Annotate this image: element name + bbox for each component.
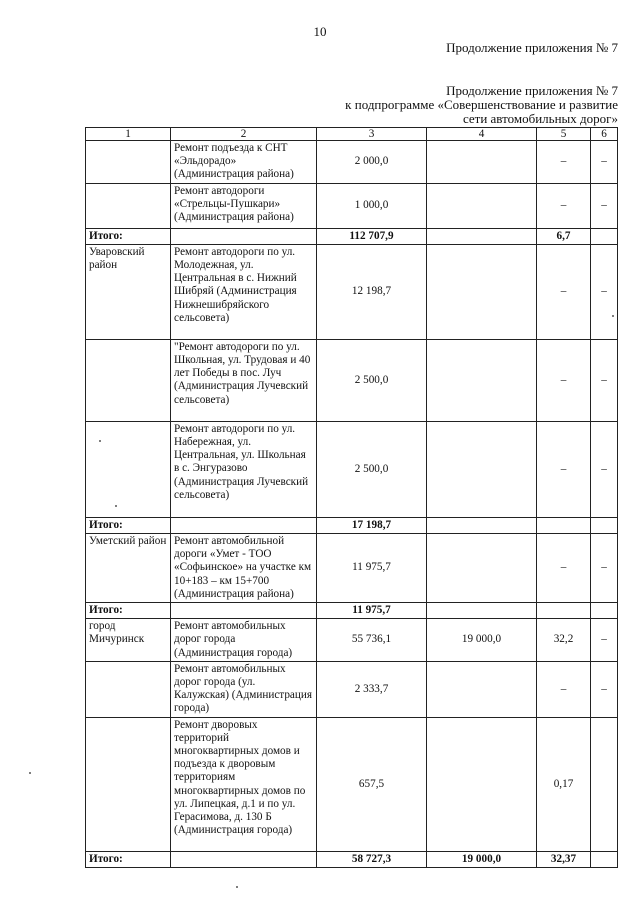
appendix-continuation-header: Продолжение приложения № 7 <box>446 40 618 55</box>
total-row <box>86 851 618 867</box>
table-row <box>86 141 618 184</box>
appendix-continuation-block <box>345 84 618 126</box>
district-cell <box>86 421 171 517</box>
col6-cell: – <box>591 619 618 662</box>
length-cell: 32,2 <box>537 619 591 662</box>
length-cell: – <box>537 183 591 228</box>
total-row <box>86 517 618 533</box>
amount-federal-cell <box>427 339 537 421</box>
amount-federal-cell <box>427 141 537 184</box>
length-cell: – <box>537 244 591 339</box>
amount-cell: 11 975,7 <box>317 534 427 603</box>
road-repair-table <box>85 127 618 868</box>
column-header: 2 <box>171 128 317 141</box>
district-cell <box>86 661 171 717</box>
amount-federal-cell <box>427 244 537 339</box>
total-label: Итого: <box>86 603 171 619</box>
scan-speck <box>612 315 614 317</box>
col6-cell <box>591 717 618 851</box>
continuation-line-2: к подпрограмме «Совершенствование и развитие <box>345 97 618 112</box>
amount-cell: 1 000,0 <box>317 183 427 228</box>
activity-cell: Ремонт дворовых территорий многоквартирных домов и подъезда к дворовым территориям многоквартирных домов по ул. Липецкая, д.1 и по ул. Герасимова, д. 130 Б (Администрация города) <box>171 717 317 851</box>
total-amount: 11 975,7 <box>317 603 427 619</box>
amount-cell: 2 500,0 <box>317 339 427 421</box>
amount-cell: 2 333,7 <box>317 661 427 717</box>
amount-cell: 657,5 <box>317 717 427 851</box>
total-federal-amount: 19 000,0 <box>427 851 537 867</box>
table-row <box>86 619 618 662</box>
activity-cell: "Ремонт автодороги по ул. Школьная, ул. Трудовая и 40 лет Победы в пос. Луч (Администрация Лучевский сельсовета) <box>171 339 317 421</box>
amount-cell: 55 736,1 <box>317 619 427 662</box>
col6-cell: – <box>591 421 618 517</box>
total-label: Итого: <box>86 851 171 867</box>
col6-cell: – <box>591 183 618 228</box>
col6-cell <box>591 228 618 244</box>
length-cell: – <box>537 421 591 517</box>
scan-speck <box>115 505 117 507</box>
col6-cell: – <box>591 141 618 184</box>
amount-cell: 2 500,0 <box>317 421 427 517</box>
total-row <box>86 228 618 244</box>
length-cell: – <box>537 661 591 717</box>
activity-cell <box>171 851 317 867</box>
table-row <box>86 717 618 851</box>
col6-cell <box>591 603 618 619</box>
col6-cell <box>591 517 618 533</box>
scan-speck <box>99 440 101 442</box>
activity-cell: Ремонт автодороги по ул. Набережная, ул. Центральная, ул. Школьная в с. Энгуразово (Администрация Лучевский сельсовета) <box>171 421 317 517</box>
column-header: 1 <box>86 128 171 141</box>
total-federal-amount <box>427 517 537 533</box>
amount-federal-cell <box>427 717 537 851</box>
table-row <box>86 183 618 228</box>
total-amount: 17 198,7 <box>317 517 427 533</box>
activity-cell: Ремонт автомобильных дорог города (Администрация города) <box>171 619 317 662</box>
activity-cell: Ремонт автомобильной дороги «Умет - ТОО «Софьинское» на участке км 10+183 – км 15+700 (Администрация района) <box>171 534 317 603</box>
amount-federal-cell <box>427 421 537 517</box>
col6-cell: – <box>591 534 618 603</box>
activity-cell: Ремонт автодороги по ул. Молодежная, ул. Центральная в с. Нижний Шибряй (Администрация Нижнешибряйского сельсовета) <box>171 244 317 339</box>
col6-cell: – <box>591 661 618 717</box>
table-row <box>86 421 618 517</box>
length-cell: – <box>537 339 591 421</box>
total-federal-amount <box>427 603 537 619</box>
column-header: 5 <box>537 128 591 141</box>
continuation-line-1: Продолжение приложения № 7 <box>446 83 618 98</box>
amount-federal-cell <box>427 661 537 717</box>
length-cell: – <box>537 534 591 603</box>
activity-cell <box>171 517 317 533</box>
amount-cell: 12 198,7 <box>317 244 427 339</box>
page-number: 10 <box>313 24 327 39</box>
total-federal-amount <box>427 228 537 244</box>
total-length: 32,37 <box>537 851 591 867</box>
activity-cell: Ремонт подъезда к СНТ «Эльдорадо» (Администрация района) <box>171 141 317 184</box>
total-amount: 58 727,3 <box>317 851 427 867</box>
total-length <box>537 517 591 533</box>
total-length <box>537 603 591 619</box>
district-cell: Уметский район <box>86 534 171 603</box>
amount-cell: 2 000,0 <box>317 141 427 184</box>
length-cell: – <box>537 141 591 184</box>
district-cell <box>86 717 171 851</box>
table-row <box>86 661 618 717</box>
activity-cell: Ремонт автомобильных дорог города (ул. Калужская) (Администрация города) <box>171 661 317 717</box>
district-cell <box>86 339 171 421</box>
column-header: 6 <box>591 128 618 141</box>
scan-speck <box>236 886 238 888</box>
total-length: 6,7 <box>537 228 591 244</box>
district-cell: Уваровский район <box>86 244 171 339</box>
table-row <box>86 534 618 603</box>
activity-cell <box>171 603 317 619</box>
district-cell <box>86 141 171 184</box>
total-label: Итого: <box>86 228 171 244</box>
district-cell: город Мичуринск <box>86 619 171 662</box>
col6-cell: – <box>591 244 618 339</box>
header-row <box>86 128 618 141</box>
length-cell: 0,17 <box>537 717 591 851</box>
total-label: Итого: <box>86 517 171 533</box>
col6-cell: – <box>591 339 618 421</box>
amount-federal-cell: 19 000,0 <box>427 619 537 662</box>
district-cell <box>86 183 171 228</box>
continuation-line-3: сети автомобильных дорог» <box>462 111 618 126</box>
table-row <box>86 244 618 339</box>
activity-cell: Ремонт автодороги «Стрельцы-Пушкари» (Администрация района) <box>171 183 317 228</box>
scan-speck <box>29 772 31 774</box>
total-amount: 112 707,9 <box>317 228 427 244</box>
column-header: 3 <box>317 128 427 141</box>
amount-federal-cell <box>427 183 537 228</box>
amount-federal-cell <box>427 534 537 603</box>
total-row <box>86 603 618 619</box>
col6-cell <box>591 851 618 867</box>
table-row <box>86 339 618 421</box>
column-header: 4 <box>427 128 537 141</box>
activity-cell <box>171 228 317 244</box>
